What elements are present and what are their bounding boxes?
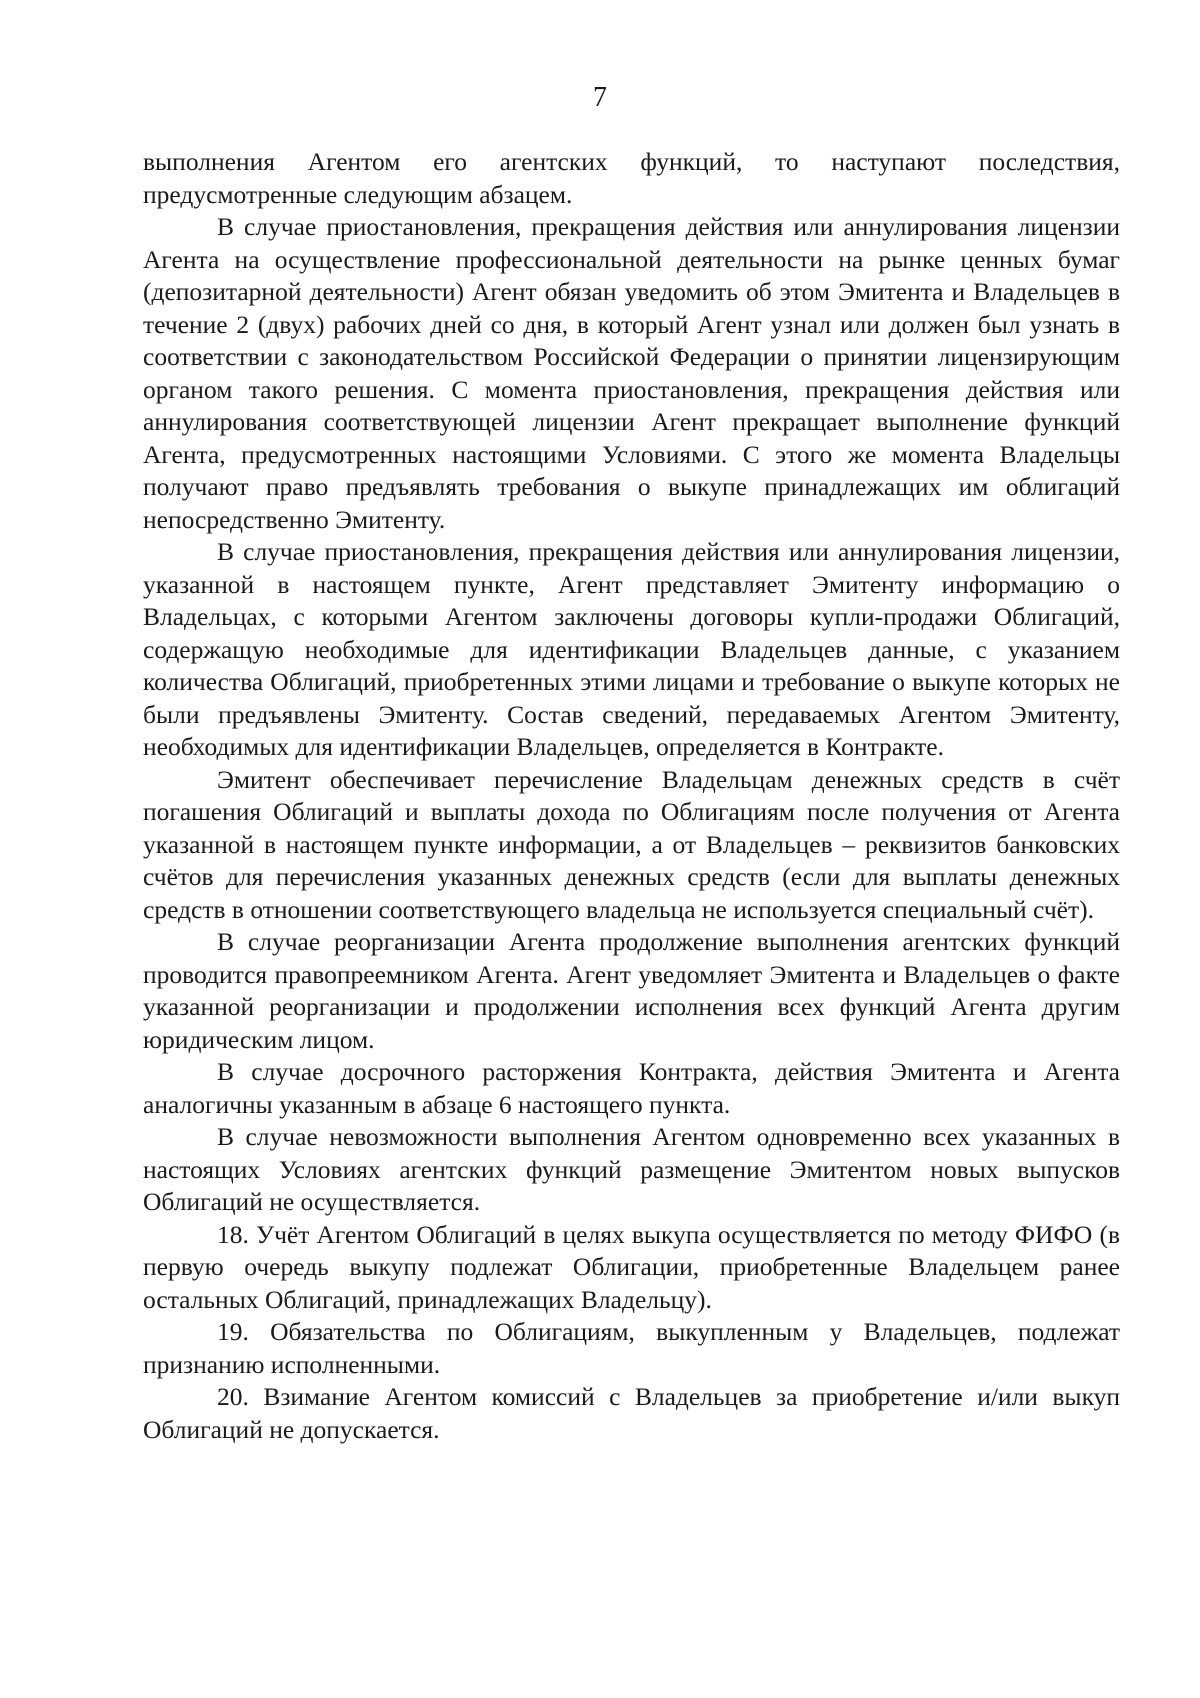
paragraph-agent-impossibility: В случае невозможности выполнения Агентом одновременно всех указанных в настоящих Условиях агентских функций размещение Эмитентом новых выпусков Облигаций не осуществляется. (143, 1122, 1120, 1216)
paragraph-owner-information: В случае приостановления, прекращения действия или аннулирования лицензии, указанной в настоящем пункте, Агент представляет Эмитенту информацию о Владельцах, с которыми Агентом заключены договоры купли-продажи Облигаций, содержащую необходимые для идентификации Владельцев данные, с указанием количества Облигаций, приобретенных этими лицами и требование о выкупе которых не были предъявлены Эмитенту. Состав сведений, передаваемых Агентом Эмитенту, необходимых для идентификации Владельцев, определяется в Контракте. (143, 537, 1120, 761)
page-number: 7 (593, 82, 607, 113)
paragraph-item-19: 19. Обязательства по Облигациям, выкупленным у Владельцев, подлежат признанию исполненными. (143, 1317, 1120, 1379)
paragraph-issuer-payment: Эмитент обеспечивает перечисление Владельцам денежных средств в счёт погашения Облигаций и выплаты дохода по Облигациям после получения от Агента указанной в настоящем пункте информации, а от Владельцев – реквизитов банковских счётов для перечисления указанных денежных средств (если для выплаты денежных средств в отношении соответствующего владельца не используется специальный счёт). (143, 764, 1120, 924)
paragraph-item-20: 20. Взимание Агентом комиссий с Владельцев за приобретение и/или выкуп Облигаций не допускается. (143, 1382, 1120, 1444)
paragraph-license-suspension: В случае приостановления, прекращения действия или аннулирования лицензии Агента на осуществление профессиональной деятельности на рынке ценных бумаг (депозитарной деятельности) Агент обязан уведомить об этом Эмитента и Владельцев в течение 2 (двух) рабочих дней со дня, в который Агент узнал или должен был узнать в соответствии с законодательством Российской Федерации о принятии лицензирующим органом такого решения. С момента приостановления, прекращения действия или аннулирования соответствующей лицензии Агент прекращает выполнение функций Агента, предусмотренных настоящими Условиями. С этого же момента Владельцы получают право предъявлять требования о выкупе принадлежащих им облигаций непосредственно Эмитенту. (143, 212, 1120, 534)
document-body (143, 146, 1120, 1446)
paragraph-continuation: выполнения Агентом его агентских функций, то наступают последствия, предусмотренные следующим абзацем. (143, 147, 1120, 209)
paragraph-contract-termination: В случае досрочного расторжения Контракта, действия Эмитента и Агента аналогичны указанным в абзаце 6 настоящего пункта. (143, 1057, 1120, 1119)
paragraph-item-18: 18. Учёт Агентом Облигаций в целях выкупа осуществляется по методу ФИФО (в первую очередь выкупу подлежат Облигации, приобретенные Владельцем ранее остальных Облигаций, принадлежащих Владельцу). (143, 1219, 1120, 1314)
paragraph-agent-reorganization: В случае реорганизации Агента продолжение выполнения агентских функций проводится правопреемником Агента. Агент уведомляет Эмитента и Владельцев о факте указанной реорганизации и продолжении исполнения всех функций Агента другим юридическим лицом. (143, 927, 1120, 1054)
